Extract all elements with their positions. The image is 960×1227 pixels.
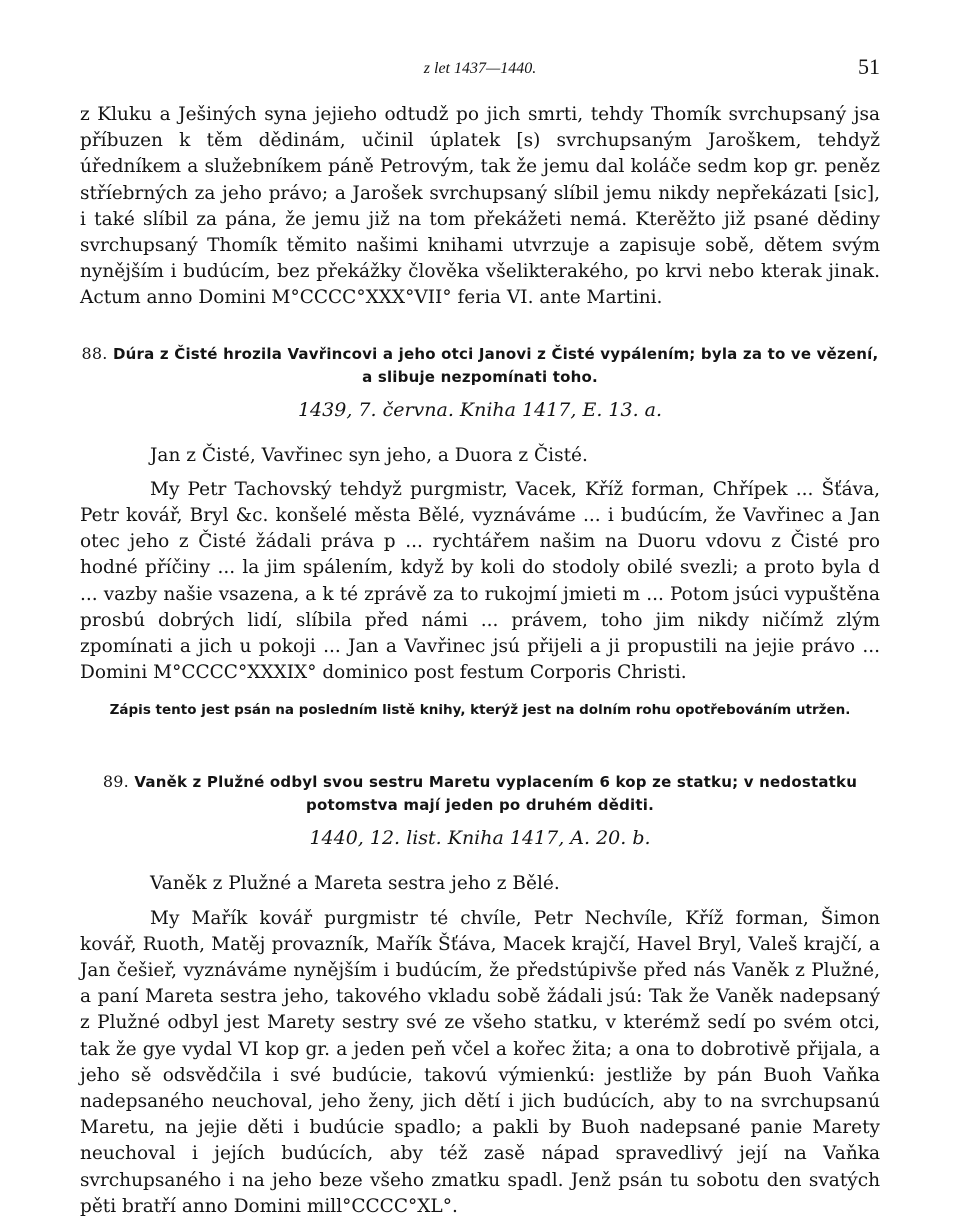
entry-note: Zápis tento jest psán na posledním listě knihy, kterýž jest na dolním rohu opotřebováním utržen. xyxy=(109,702,851,719)
entry-89 xyxy=(80,770,880,1220)
entry-summary xyxy=(80,342,880,389)
running-header xyxy=(80,52,880,82)
entry-number: 88. xyxy=(81,343,108,363)
entry-body: My Petr Tachovský tehdyž purgmistr, Vacek, Kříž forman, Chřípek ... Šťáva, Petr kovář, Bryl &c. konšelé města Bělé, vyznáváme ... i budúcím, že Vavřinec a Jan otec jeho z Čisté žádali práva p ... rychtářem našim na Duoru vdovu z Čisté pro hodné příčiny ... la jim spálením, když by koli do stodoly obilé svezli; a proto byla d ... vazby našie vsazena, a k té zprávě za to rukojmí jmieti m ... Potom jsúci vypuštěna prosbú dobrých lidí, slíbila před námi ... právem, toho jim nikdy ničímž zlým zpomínati a jich u pokoji ... Jan a Vavřinec jsú přijeli a ji propustili na jejie právo ... Domini M°CCCC°XXXIX° dominico post festum Corporis Christi. xyxy=(80,478,880,684)
entry-addressee: Vaněk z Plužné a Mareta sestra jeho z Bělé. xyxy=(150,873,560,895)
entry-summary xyxy=(80,770,880,817)
entry-addressee: Jan z Čisté, Vavřinec syn jeho, a Duora z Čisté. xyxy=(150,444,588,466)
entry-summary-text: Vaněk z Plužné odbyl svou sestru Maretu vyplacením 6 kop ze statku; v nedostatku potomstva mají jeden po druhém děditi. xyxy=(134,773,858,815)
entry-summary-text: Dúra z Čisté hrozila Vavřincovi a jeho otci Janovi z Čisté vypálením; byla za to ve vězení, a slibuje nezpomínati toho. xyxy=(113,344,879,386)
continued-paragraph: z Kluku a Ješiných syna jejieho odtudž po jich smrti, tehdy Thomík svrchupsaný jsa příbuzen k těm dědinám, učinil úplatek [s) svrchupsaným Jaroškem, tehdyž úředníkem a služebníkem páně Petrovým, tak že jemu dal koláče sedm kop gr. peněz stříebrných za jeho právo; a Jarošek svrchupsaný slíbil jemu nikdy nepřekázati [sic], i také slíbil za pána, že jemu již na tom překážeti nemá. Kterěžto již psané dědiny svrchupsaný Thomík těmito našimi knihami utvrzuje a zapisuje sobě, dětem svým nynějším i budúcím, bez překážky člověka všelikterakého, po krvi nebo kterak jinak. Actum anno Domini M°CCCC°XXX°VII° feria VI. ante Martini. xyxy=(80,104,880,309)
running-title: z let 1437—1440. xyxy=(423,60,537,77)
entry-gap xyxy=(80,720,880,770)
entry-date-source: 1439, 7. června. Kniha 1417, E. 13. a. xyxy=(297,398,663,421)
entry-88 xyxy=(80,342,880,721)
entry-number: 89. xyxy=(102,772,129,792)
entry-body: My Mařík kovář purgmistr té chvíle, Petr Nechvíle, Kříž forman, Šimon kovář, Ruoth, Matěj provazník, Mařík Šťáva, Macek krajčí, Havel Bryl, Valeš krajčí, a Jan češieř, vyznáváme nynějším i budúcím, že předstúpivše před nás Vaněk z Plužné, a paní Mareta sestra jeho, takového vkladu sobě žádali jsú: Tak že Vaněk nadepsaný z Plužné odbyl jest Marety sestry své ze všeho statku, v kterémž sedí po svém otci, tak že gye vydal VI kop gr. a jeden peň včel a kořec žita; a ona to dobrotivě přijala, a jeho sě odsvědčila i své budúcie, takovú výmienkú: jestliže by pán Buoh Vaňka nadepsaného neuchoval, jeho ženy, jich dětí i jich budúcích, aby to na svrchupsanú Maretu, na jejie děti i budúcie spadlo; a pakli by Buoh nadepsané panie Marety neuchoval i jejích budúcích, aby též zasě nápad spravedlivý její na Vaňka svrchupsaného i na jeho beze všeho zmatku spadl. Jenž psán tu sobotu den svatých pěti bratří anno Domini mill°CCCC°XL°. xyxy=(80,907,880,1217)
entry-date-source: 1440, 12. list. Kniha 1417, A. 20. b. xyxy=(309,827,651,850)
page-number: 51 xyxy=(858,54,880,79)
